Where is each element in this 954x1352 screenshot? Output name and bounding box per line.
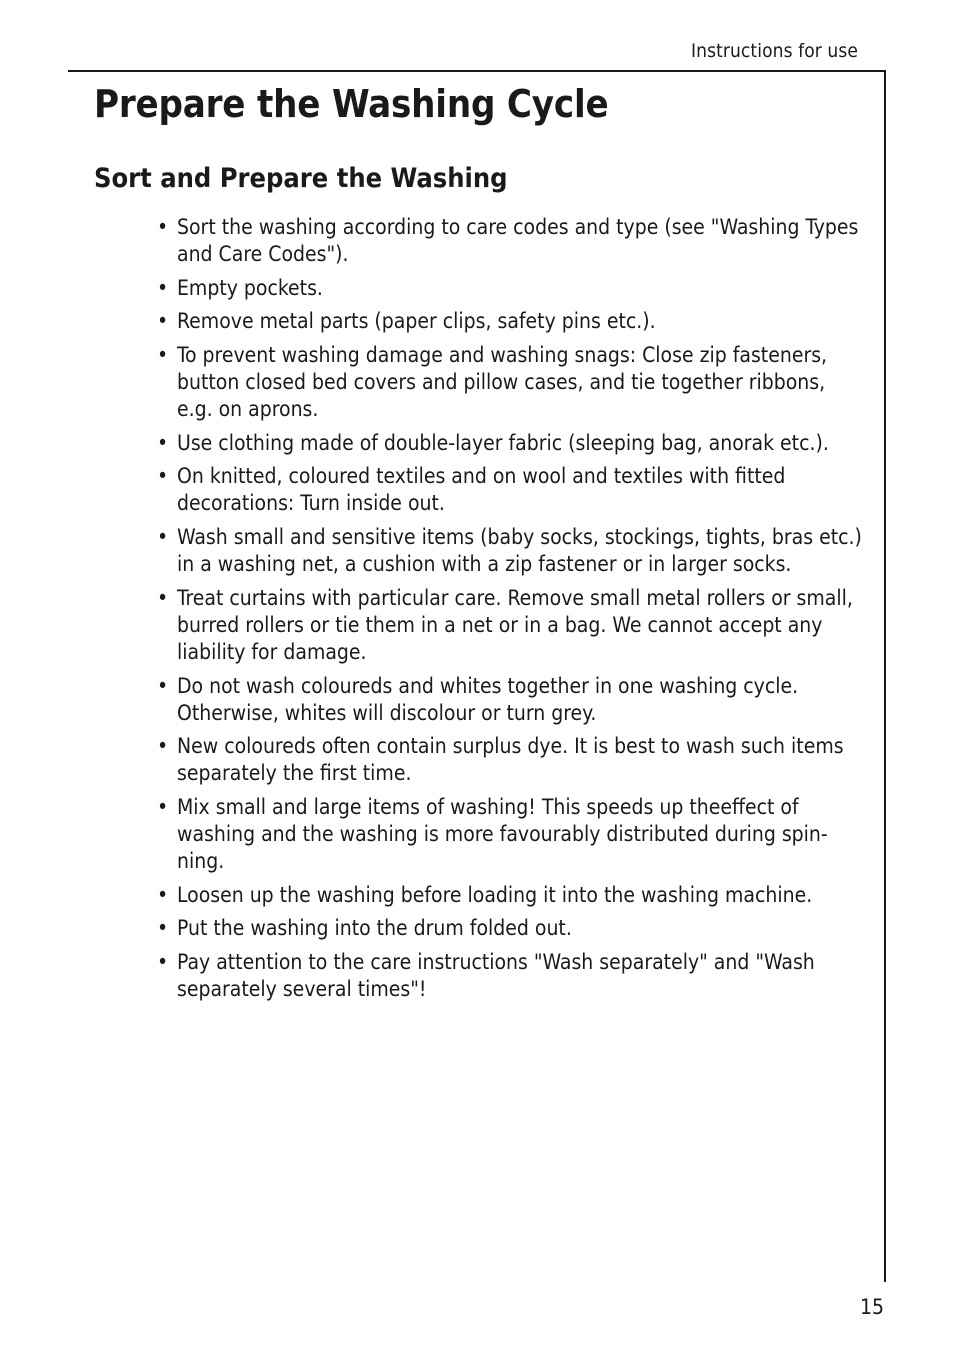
bullet-icon: • <box>157 343 169 368</box>
list-item-text: Put the washing into the drum folded out. <box>177 916 572 941</box>
list-item <box>156 342 864 423</box>
list-item <box>156 308 864 335</box>
bullet-icon: • <box>157 673 169 698</box>
list-item <box>156 882 864 909</box>
bullet-icon: • <box>157 882 169 907</box>
list-item-text: Remove metal parts (paper clips, safety pins etc.). <box>177 309 656 334</box>
list-item-text: Empty pockets. <box>177 275 323 300</box>
bullet-icon: • <box>157 794 169 819</box>
list-item <box>156 430 864 457</box>
side-divider <box>884 70 886 1282</box>
list-item-text: Treat curtains with particular care. Remove small metal rollers or small, burred rollers or tie them in a net or in a bag. We cannot accept any liability for damage. <box>177 585 853 664</box>
list-item-text: Use clothing made of double-layer fabric (sleeping bag, anorak etc.). <box>177 430 829 455</box>
list-item-text: Do not wash coloureds and whites together in one washing cycle. Otherwise, whites will discolour or turn grey. <box>177 673 799 725</box>
list-item <box>156 524 864 578</box>
list-item-text: To prevent washing damage and washing snags: Close zip fasteners, button closed bed covers and pillow cases, and tie together ribbons, e.g. on aprons. <box>177 343 828 422</box>
bullet-icon: • <box>157 916 169 941</box>
list-item <box>156 275 864 302</box>
header-label: Instructions for use <box>691 40 858 62</box>
bullet-icon: • <box>157 275 169 300</box>
list-item <box>156 733 864 787</box>
page-number: 15 <box>859 1295 884 1319</box>
instruction-list <box>156 214 864 1010</box>
list-item-text: New coloureds often contain surplus dye. It is best to wash such items separately the first time. <box>177 734 844 786</box>
list-item-text: Wash small and sensitive items (baby socks, stockings, tights, bras etc.) in a washing net, a cushion with a zip fastener or in larger socks. <box>177 525 862 577</box>
list-item-text: On knitted, coloured textiles and on wool and textiles with fitted decorations: Turn inside out. <box>177 464 786 516</box>
list-item-text: Mix small and large items of washing! This speeds up theeffect of washing and the washing is more favourably distributed during spin-ning. <box>177 794 828 873</box>
bullet-icon: • <box>157 430 169 455</box>
top-divider <box>68 70 886 72</box>
list-item-text: Sort the washing according to care codes and type (see "Washing Types and Care Codes"). <box>177 215 859 266</box>
page-title: Prepare the Washing Cycle <box>94 82 609 126</box>
list-item <box>156 915 864 942</box>
bullet-icon: • <box>157 464 169 489</box>
list-item <box>156 794 864 875</box>
list-item-text: Pay attention to the care instructions "Wash separately" and "Wash separately several times"! <box>177 949 815 1001</box>
section-title: Sort and Prepare the Washing <box>94 163 508 194</box>
list-item <box>156 214 864 268</box>
list-item <box>156 949 864 1003</box>
list-item <box>156 463 864 517</box>
bullet-icon: • <box>157 215 169 239</box>
bullet-icon: • <box>157 309 169 334</box>
bullet-icon: • <box>157 525 169 550</box>
list-item <box>156 585 864 666</box>
bullet-icon: • <box>157 734 169 759</box>
bullet-icon: • <box>157 949 169 974</box>
list-item <box>156 673 864 727</box>
list-item-text: Loosen up the washing before loading it into the washing machine. <box>177 882 813 907</box>
bullet-icon: • <box>157 585 169 610</box>
